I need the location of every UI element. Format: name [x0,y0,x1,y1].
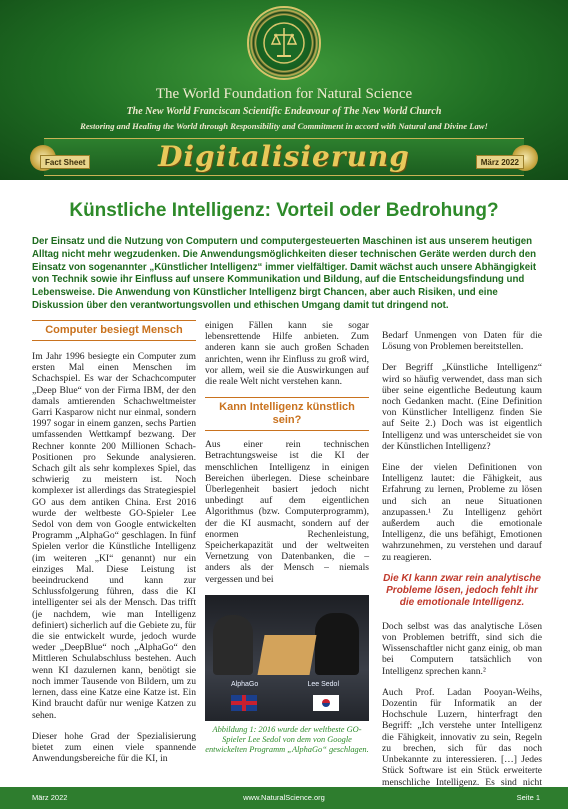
header-banner [0,0,568,180]
title-band [44,138,524,176]
column-3 [382,330,542,809]
go-match-photo [205,595,369,721]
body-paragraph: Aus einer rein technischen Betrachtungsweise ist die KI der menschlichen Intelligenz in einigen Bereichen überlegen. Diese scheinbare Überlegenheit basiert jedoch nicht unbedingt auf dem eigentlichen Algorithmus (bzw. Computerprogramm), der die KI ausmacht, sondern auf der enormen Rechenleistung, Speicherkapazität und der weltweiten Vernetzung von Datenbanken, die – anders als der Mensch – niemals vergessen und bei [205,439,369,585]
uk-flag-icon [231,695,257,711]
column-1 [32,320,196,774]
section-heading: Kann Intelligenz künstlich sein? [205,397,369,431]
go-board [257,635,316,675]
column-2 [205,320,369,755]
body-paragraph: Bedarf Unmengen von Daten für die Lösung von Problemen bereitstellen. [382,330,542,353]
band-title: Digitalisierung [158,140,410,173]
fact-sheet-badge: Fact Sheet [40,155,90,169]
intro-paragraph: Der Einsatz und die Nutzung von Computern und computergesteuerten Maschinen ist aus unserem heutigen Alltag nicht mehr wegzudenken. Die Anwendungsmöglichkeiten dieser technischen Geräte werden durch den Einsatz von sogenannter „Künstlicher Intelligenz“ immer vielfältiger. Damit wächst auch unsere Abhängigkeit von Technik sowie ihr Einfluss auf unsere Kommunikation und Bildung, auf die Entscheidungsfindung und Lebensweise. Die Anwendung von Künstlicher Intelligenz birgt Chancen, aber auch Risiken, und eine Diskussion über den verantwortungsvollen und ethischen Umgang damit tut dringend not. [32,236,537,311]
footer-date: März 2022 [32,793,68,802]
name-plate: Lee Sedol [307,680,339,688]
photo-caption: Abbildung 1: 2016 wurde der weltbeste GO-Spieler Lee Sedol von dem von Google entwickelten Programm „AlphaGo“ geschlagen. [205,724,369,754]
org-title: The World Foundation for Natural Science [155,86,413,102]
page-title: Künstliche Intelligenz: Vorteil oder Bedrohung? [69,200,499,221]
body-paragraph: Doch selbst was das analytische Lösen von Problemen betrifft, sind sich die Wissenschaftler nicht ganz einig, ob man bei Computern tatsächlich von Intelligenz sprechen kann.² [382,620,542,677]
page-number: Seite 1 [516,793,540,802]
player-silhouette [315,613,359,675]
foundation-emblem-icon [247,6,321,80]
name-plate: AlphaGo [231,680,259,688]
footer-bar [0,787,568,809]
player-silhouette [213,615,253,675]
body-paragraph: Eine der vielen Definitionen von Intelligenz lautet: die Fähigkeit, aus Erfahrung zu lernen, Probleme zu lösen und sich an neue Situationen anzupassen.¹ Zu Intelligenz gehört außerdem auch die emotionale Intelligenz, die uns befähigt, Emotionen wahrzunehmen, zu verstehen und darauf zu reagieren. [382,462,542,563]
body-paragraph: einigen Fällen kann sie sogar lebensrettende Hilfe anbieten. Zum anderen kann sie auch großen Schaden anrichten, wenn ihr Einfluss zu groß wird, vor allem, weil sie die Auswirkungen auf die reale Welt nicht verstehen kann. [205,320,369,388]
footer-website-link[interactable]: www.NaturalScience.org [243,793,325,802]
body-paragraph: Im Jahr 1996 besiegte ein Computer zum ersten Mal einen Menschen im Schachspiel. Es war der Schachcomputer „Deep Blue“ von der Firma IBM, der den damals amtierenden Schachweltmeister Garri Kasparow nicht nur einmal, sondern 1997 sogar in einem ganzen, sechs Partien umfassenden Wettkampf bezwang. Der Rechner konnte 200 Millionen Schach-Positionen pro Sekunde analysieren. Schach gilt als sehr komplexes Spiel, das schwierig zu meistern ist. Noch komplexer ist allerdings das Strategiespiel GO aus dem antiken China. Erst 2016 wurde der weltbeste GO-Spieler Lee Sedol von dem von Google entwickelten Programm „AlphaGo“ geschlagen. In fünf Spielen verlor die Künstliche Intelligenz (im weiteren „KI“ genannt) nur ein einziges Mal. Diese Leistung ist beeindruckend und kann zur Schlussfolgerung führen, dass die KI intelligenter sei als der Mensch. Das trifft (je nachdem, wie man Intelligenz definiert) sicherlich auf die Gebiete zu, für die sie entwickelt wurde, jedoch wurde weder „DeepBlue“ noch „AlphaGo“ den Mittleren Schulabschluss bestehen. Auch wenn KI dazulernen kann, benötigt sie noch immer Tausende von Bildern, um zu lernen, dass eine Katze eine Katze ist. Ein Kind braucht dafür nur wenige Katzen zu sehen. [32,351,196,721]
korea-flag-icon [313,695,339,711]
body-paragraph: Der Begriff „Künstliche Intelligenz“ wird so häufig verwendet, dass man sich über seine eigentliche Bedeutung kaum noch Gedanken macht. (Eine Definition von Künstlicher Intelligenz finden Sie auf Seite 2.) Doch was ist eigentlich Intelligenz und was unterscheidet sie von der Künstlichen Intelligenz? [382,362,542,452]
date-badge: März 2022 [476,155,524,169]
section-heading: Computer besiegt Mensch [32,320,196,341]
pull-quote: Die KI kann zwar rein analytische Probleme lösen, jedoch fehlt ihr die emotionale Intelligenz. [383,572,541,608]
body-paragraph: Dieser hohe Grad der Spezialisierung bietet zum einen viele spannende Anwendungsbereiche für die KI, in [32,730,196,765]
body-paragraph: Auch Prof. Ladan Pooyan-Weihs, Dozentin für Informatik an der Hochschule Luzern, hinterfragt den Begriff: „Ich verstehe unter Intelligenz die Fähigkeit, innovativ zu sein, Regeln zu brechen, sich für das noch Unbekannte zu interessieren. […] Jedes Stück Software ist ein Stück erweiterte menschliche Intelligenz. Es sind nicht [382,686,542,788]
org-motto: Restoring and Healing the World through Responsibility and Commitment in accord with Natural and Divine Law! [80,121,488,131]
org-subtitle: The New World Franciscan Scientific Endeavour of The New World Church [126,106,442,117]
